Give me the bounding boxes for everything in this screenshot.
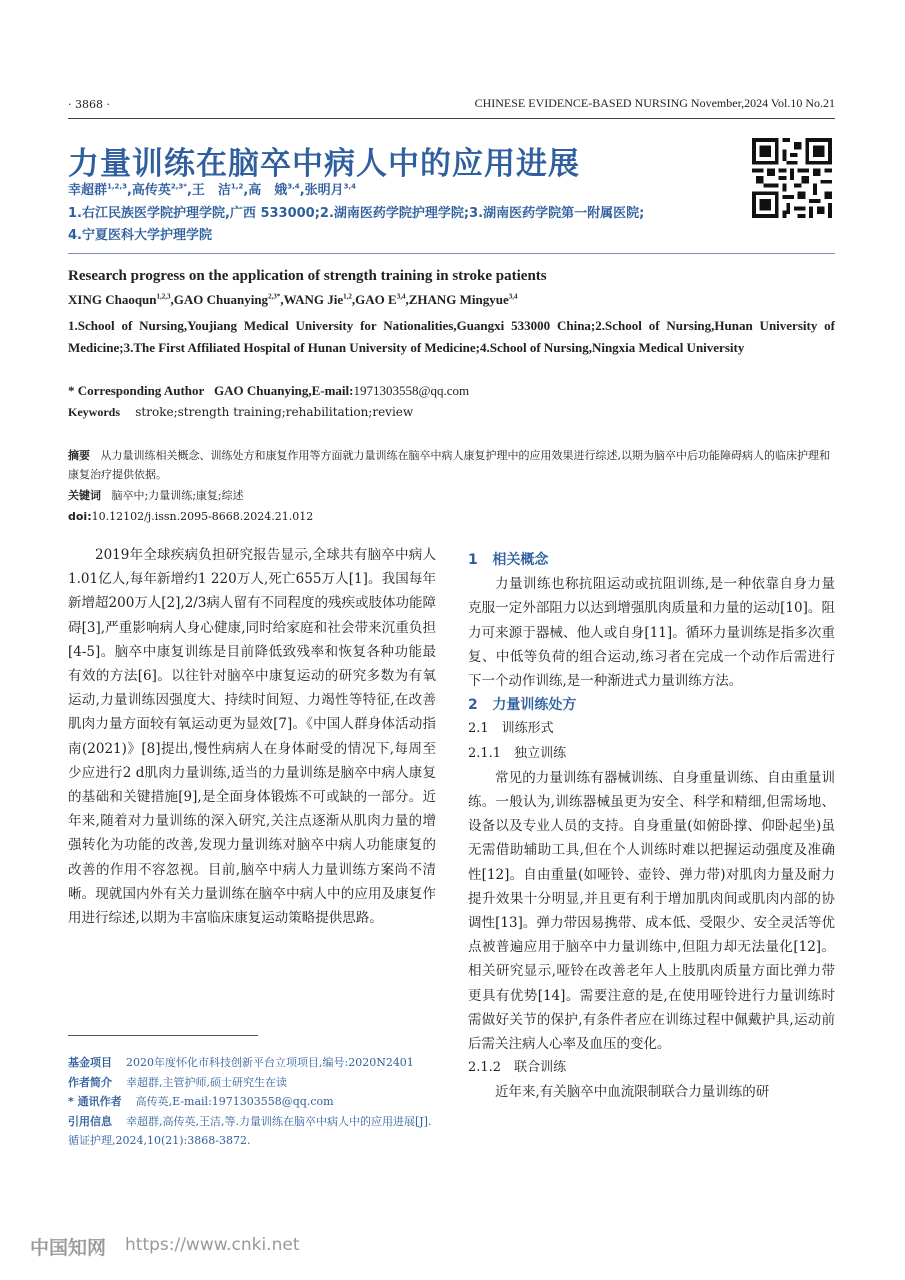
subsection-2-1-2: 2.1.2 联合训练 [468, 1060, 567, 1076]
subsection-2-1-1: 2.1.1 独立训练 [468, 745, 567, 761]
header-rule [68, 118, 835, 119]
section-1-heading: 1 相关概念 [468, 552, 549, 568]
title-cn: 力量训练在脑卒中病人中的应用进展 [68, 146, 580, 182]
cnki-logo: 中国知网 [30, 1237, 107, 1259]
affiliation-en: 1.School of Nursing,Youjiang Medical University for Nationalities,Guangxi 533000 China;2.School of Nursing,Hunan University of Medicine;3.The First Affiliated Hospital of Hunan University of Medicine;4.School of Nursing,Ningxia Medical University [68, 318, 835, 355]
title-rule [68, 253, 835, 254]
keywords-en: Keywords stroke;strength training;rehabilitation;review [68, 405, 414, 419]
footnote-rule [68, 1035, 258, 1036]
intro-paragraph: 2019年全球疾病负担研究报告显示,全球共有脑卒中病人1.01亿人,每年新增约1 220万人,死亡655万人[1]。我国每年新增超200万人[2],2/3病人留有不同程度的残疾或肢体功能障碍[3],严重影响病人身心健康,同时给家庭和社会带来沉重负担[4-5]。脑卒中康复训练是目前降低致残率和恢复各种功能最有效的方法[6]。以往针对脑卒中康复运动的研究多数为有氧运动,力量训练因强度大、持续时间短、力竭性等特征,在改善肌肉力量方面较有氧运动更为显效[7]。《中国人群身体活动指南(2021)》[8]提出,慢性病病人在身体耐受的情况下,每周至少应进行2 d肌肉力量训练,适当的力量训练是脑卒中病人康复的基础和关键措施[9],是全面身体锻炼不可或缺的一部分。近年来,随着对力量训练的深入研究,关注点逐渐从肌肉力量的增强转化为功能的改善,发现力量训练对脑卒中病人功能康复的改善的作用不容忽视。目前,脑卒中病人力量训练方案尚不清晰。现就国内外有关力量训练在脑卒中病人中的应用及康复作用进行综述,以期为丰富临床康复运动策略提供思路。 [68, 547, 436, 927]
cnki-url[interactable]: https://www.cnki.net [125, 1235, 300, 1255]
footnote-corresponding: * 通讯作者 高传英,E-mail:1971303558@qq.com [68, 1095, 334, 1108]
section-2-heading: 2 力量训练处方 [468, 697, 577, 714]
right-column [468, 548, 835, 1105]
section-1-paragraph: 力量训练也称抗阻运动或抗阻训练,是一种依靠自身力量克服一定外部阻力以达到增强肌肉质量和力量的运动[10]。阻力可来源于器械、他人或自身[11]。循环力量训练是指多次重复、中低等负荷的组合运动,练习者在完成一个动作后需进行下一个动作训练,是一种渐进式力量训练方法。 [468, 576, 835, 690]
section-2-1-2-paragraph: 近年来,有关脑卒中血流限制联合力量训练的研 [495, 1084, 770, 1101]
page-number: · 3868 · [68, 98, 110, 111]
affiliation-cn-line1: 1.右江民族医学院护理学院,广西 533000;2.湖南医药学院护理学院;3.湖南医药学院第一附属医院; [68, 206, 645, 221]
title-en: Research progress on the application of strength training in stroke patients [68, 268, 547, 284]
keywords-cn: 关键词 脑卒中;力量训练;康复;综述 [68, 489, 244, 502]
corresponding-email[interactable]: 1971303558@qq.com [353, 383, 470, 398]
left-column [68, 543, 436, 930]
footnote-citation: 引用信息 幸超群,高传英,王洁,等.力量训练在脑卒中病人中的应用进展[J].循证护理,2024,10(21):3868-3872. [68, 1114, 432, 1147]
qr-code [752, 138, 832, 218]
authors-cn: 幸超群$^{1,2,3}$,高传英$^{2,3*}$,王 洁$^{1,2}$,高 娥$^{3,4}$,张明月$^{3,4}$ [68, 182, 357, 198]
journal-header: CHINESE EVIDENCE-BASED NURSING November,2024 Vol.10 No.21 [474, 96, 835, 110]
subsection-2-1: 2.1 训练形式 [468, 721, 554, 737]
footnote-fund: 基金项目 2020年度怀化市科技创新平台立项项目,编号:2020N2401 [68, 1056, 414, 1069]
footnotes [68, 1053, 436, 1151]
affiliation-cn-line2: 4.宁夏医科大学护理学院 [68, 228, 212, 243]
doi: doi:10.12102/j.issn.2095-8668.2024.21.012 [68, 510, 314, 523]
authors-en: XING Chaoqun$^{1,2,3}$,GAO Chuanying$^{2,3*}$,WANG Jie$^{1,2}$,GAO E$^{3,4}$,ZHANG Mingyue$^{3,4}$ [68, 292, 518, 307]
section-2-1-1-paragraph: 常见的力量训练有器械训练、自身重量训练、自由重量训练。一般认为,训练器械虽更为安全、科学和精细,但需场地、设备以及专业人员的支持。自身重量(如俯卧撑、仰卧起坐)虽无需借助辅助工具,但在个人训练时难以把握运动强度及准确性[12]。自由重量(如哑铃、壶铃、弹力带)对肌肉力量及耐力提升效果十分明显,并且更有利于增加肌肉间或肌肉内部的协调性[13]。弹力带因易携带、成本低、受限少、安全灵活等优点被普遍应用于脑卒中力量训练中,但阻力却无法量化[12]。相关研究显示,哑铃在改善老年人上肢肌肉质量方面比弹力带更具有优势[14]。需要注意的是,在使用哑铃进行力量训练时需做好关节的保护,有条件者应在训练过程中佩戴护具,运动前后需关注病人心率及血压的变化。 [468, 769, 835, 1053]
footnote-author: 作者简介 幸超群,主管护师,硕士研究生在读 [68, 1075, 287, 1089]
corresponding-author: * Corresponding Author GAO Chuanying,E-mail:1971303558@qq.com [68, 383, 470, 398]
abstract: 摘要 从力量训练相关概念、训练处方和康复作用等方面就力量训练在脑卒中病人康复护理中的应用效果进行综述,以期为脑卒中后功能障碍病人的临床护理和康复治疗提供依据。 [68, 449, 830, 481]
